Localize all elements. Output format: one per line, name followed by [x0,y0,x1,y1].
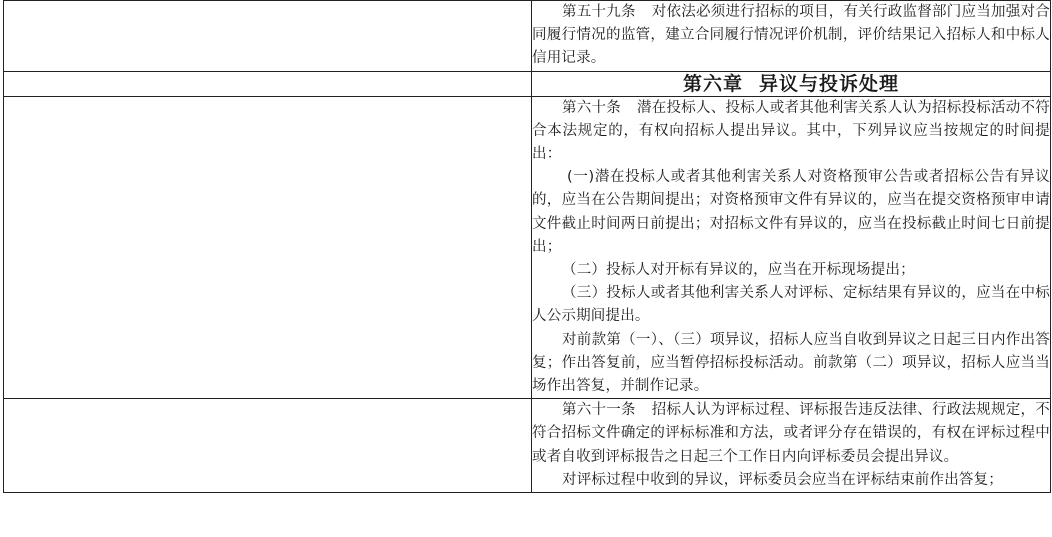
table-row [4,96,1051,399]
article-60-item-1: (一)潜在投标人或者其他利害关系人对资格预审公告或者招标公告有异议的，应当在公告期间提出；对资格预审文件有异议的，应当在提交资格预审申请文件截止时间两日前提出；对招标文件有异议的，应当在投标截止时间七日前提出； [532,169,1050,255]
article-59-cell [532,1,1051,72]
article-60-closing: 对前款第（一）、（三）项异议，招标人应当自收到异议之日起三日内作出答复；作出答复前，应当暂停招标投标活动。前款第（二）项异议，招标人应当当场作出答复，并制作记录。 [532,331,1050,395]
left-column-cell [4,399,532,493]
article-61-paragraph [532,399,1050,469]
article-60-cell [532,96,1051,399]
chapter-heading-cell [532,71,1051,96]
article-61-next: 对评标过程中收到的异议，评标委员会应当在评标结束前作出答复； [562,471,1003,488]
chapter-title: 异议与投诉处理 [759,72,900,95]
table-row [4,399,1051,493]
article-59-heading: 第五十九条 [562,4,636,20]
article-59-paragraph [532,1,1050,71]
article-61-cell [532,399,1051,493]
article-61-heading: 第六十一条 [562,402,636,419]
article-60-item-2: （二）投标人对开标有异议的，应当在开标现场提出； [562,262,915,279]
article-60-heading: 第六十条 [562,99,621,116]
article-61-text: 招标人认为评标过程、评标报告违反法律、行政法规规定，不符合招标文件确定的评标标准和方法，或者评分存在错误的，有权在评标过程中或者自收到评标报告之日起三个工作日内向评标委员会提出异议。 [532,402,1050,465]
table-row [4,71,1051,96]
chapter-number: 第六章 [682,72,743,95]
table-row [4,1,1051,72]
article-60-text: 潜在投标人、投标人或者其他利害关系人认为招标投标活动不符合本法规定的，有权向招标人提出异议。其中，下列异议应当按规定的时间提出： [532,99,1050,163]
regulation-comparison-table [3,0,1051,493]
left-column-cell [4,1,532,72]
article-60-paragraph [532,97,1050,167]
left-column-cell [4,71,532,96]
article-60-item-3: （三）投标人或者其他利害关系人对评标、定标结果有异议的，应当在中标人公示期间提出。 [532,285,1050,325]
article-59-text: 对依法必须进行招标的项目，有关行政监督部门应当加强对合同履行情况的监管，建立合同履行情况评价机制，评价结果记入招标人和中标人信用记录。 [532,4,1050,67]
left-column-cell [4,96,532,399]
